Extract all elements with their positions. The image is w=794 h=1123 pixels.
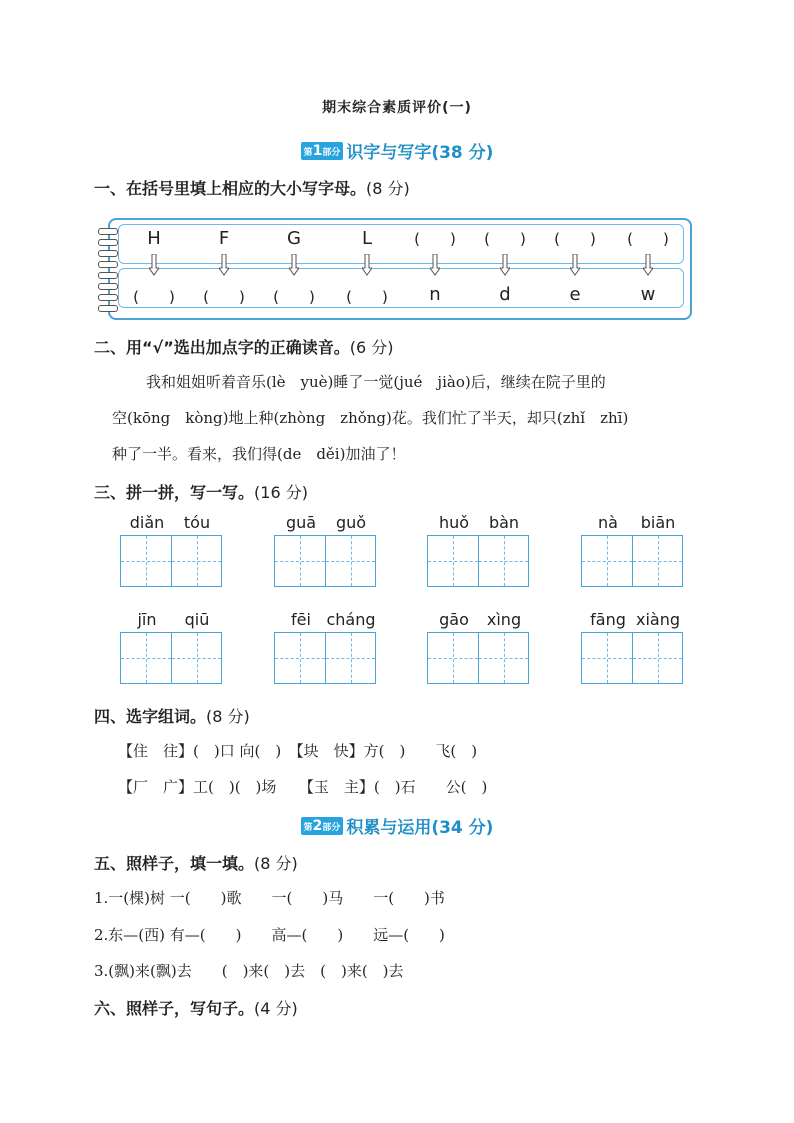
- writing-grid[interactable]: [427, 535, 529, 587]
- passage-line: 种了一半。看来，我们得(de děi)加油了！: [112, 445, 406, 463]
- ring-icon: [98, 250, 118, 257]
- question-2: 二、用“√”选出加点字的正确读音。(6 分): [94, 338, 394, 357]
- down-arrow-icon: [570, 254, 580, 276]
- part1-name: 识字与写字(38 分): [346, 143, 494, 163]
- question-6: 六、照样子，写句子。(4 分): [94, 999, 298, 1018]
- pinyin: qiū: [184, 610, 210, 629]
- question-4: 四、选字组词。(8 分): [94, 707, 250, 726]
- passage-line: 空(kōng kòng)地上种(zhòng zhǒng)花。我们忙了半天，却只(zhǐ zhī): [112, 409, 629, 427]
- question-5: 五、照样子，填一填。(8 分): [94, 854, 298, 873]
- upper-letter: F: [218, 228, 230, 249]
- pinyin: xìng: [486, 610, 522, 629]
- upper-letter: G: [287, 228, 301, 249]
- writing-grid[interactable]: [120, 632, 222, 684]
- lower-letter: n: [429, 284, 441, 305]
- writing-grid[interactable]: [274, 535, 376, 587]
- pinyin: xiàng: [635, 610, 680, 629]
- pinyin: fēi: [291, 610, 311, 629]
- down-arrow-icon: [362, 254, 372, 276]
- page-title: 期末综合素质评价(一): [322, 100, 472, 116]
- lower-letter: e: [569, 284, 581, 305]
- fill-line: 1.一(棵)树 一( )歌 一( )马 一( )书: [94, 889, 445, 907]
- pinyin: huǒ: [438, 513, 470, 532]
- ring-icon: [98, 239, 118, 246]
- pinyin: biān: [640, 513, 676, 532]
- pinyin: jīn: [137, 610, 157, 629]
- part2-heading: [0, 813, 794, 838]
- word-choice-line: 【住 往】( )口 向( ) 【块 快】方( ) 飞( ): [118, 742, 478, 760]
- part1-heading: [0, 138, 794, 163]
- fill-line: 2.东—(西) 有—( ) 高—( ) 远—( ): [94, 926, 445, 944]
- pinyin: nà: [598, 513, 618, 532]
- upper-blank[interactable]: ( ): [414, 230, 456, 248]
- upper-letter: H: [147, 228, 161, 249]
- writing-grid[interactable]: [427, 632, 529, 684]
- lower-letter: d: [499, 284, 511, 305]
- pinyin: diǎn: [129, 513, 165, 532]
- down-arrow-icon: [289, 254, 299, 276]
- letter-notebook: [108, 218, 692, 320]
- writing-grid[interactable]: [120, 535, 222, 587]
- upper-blank[interactable]: ( ): [627, 230, 669, 248]
- writing-grid[interactable]: [274, 632, 376, 684]
- lower-blank[interactable]: ( ): [273, 288, 315, 306]
- lower-blank[interactable]: ( ): [346, 288, 388, 306]
- writing-grid[interactable]: [581, 632, 683, 684]
- passage-line: 我和姐姐听着音乐(lè yuè)睡了一觉(jué jiào)后，继续在院子里的: [146, 373, 606, 391]
- pinyin: guā: [285, 513, 317, 532]
- ring-icon: [98, 228, 118, 235]
- lower-letter: w: [640, 284, 656, 305]
- part1-badge: 第1部分: [301, 142, 344, 160]
- upper-blank[interactable]: ( ): [554, 230, 596, 248]
- down-arrow-icon: [149, 254, 159, 276]
- uppercase-row: [118, 224, 684, 264]
- pinyin: tóu: [183, 513, 211, 532]
- down-arrow-icon: [219, 254, 229, 276]
- question-1: 一、在括号里填上相应的大小写字母。(8 分): [94, 179, 410, 198]
- ring-icon: [98, 305, 118, 312]
- part2-name: 积累与运用(34 分): [346, 818, 494, 838]
- pinyin: gāo: [439, 610, 469, 629]
- ring-icon: [98, 294, 118, 301]
- writing-grid[interactable]: [581, 535, 683, 587]
- word-choice-line: 【厂 广】工( )( )场 【玉 主】( )石 公( ): [118, 778, 488, 796]
- down-arrow-icon: [430, 254, 440, 276]
- down-arrow-icon: [643, 254, 653, 276]
- ring-icon: [98, 272, 118, 279]
- ring-icon: [98, 283, 118, 290]
- lower-blank[interactable]: ( ): [133, 288, 175, 306]
- pinyin: guǒ: [335, 513, 367, 532]
- upper-blank[interactable]: ( ): [484, 230, 526, 248]
- pinyin: bàn: [488, 513, 520, 532]
- fill-line: 3.(飘)来(飘)去 ( )来( )去 ( )来( )去: [94, 962, 404, 980]
- question-3: 三、拼一拼，写一写。(16 分): [94, 483, 308, 502]
- pinyin: cháng: [326, 610, 376, 629]
- part2-badge: 第2部分: [301, 817, 344, 835]
- lower-blank[interactable]: ( ): [203, 288, 245, 306]
- ring-icon: [98, 261, 118, 268]
- down-arrow-icon: [500, 254, 510, 276]
- pinyin: fāng: [590, 610, 626, 629]
- upper-letter: L: [361, 228, 373, 249]
